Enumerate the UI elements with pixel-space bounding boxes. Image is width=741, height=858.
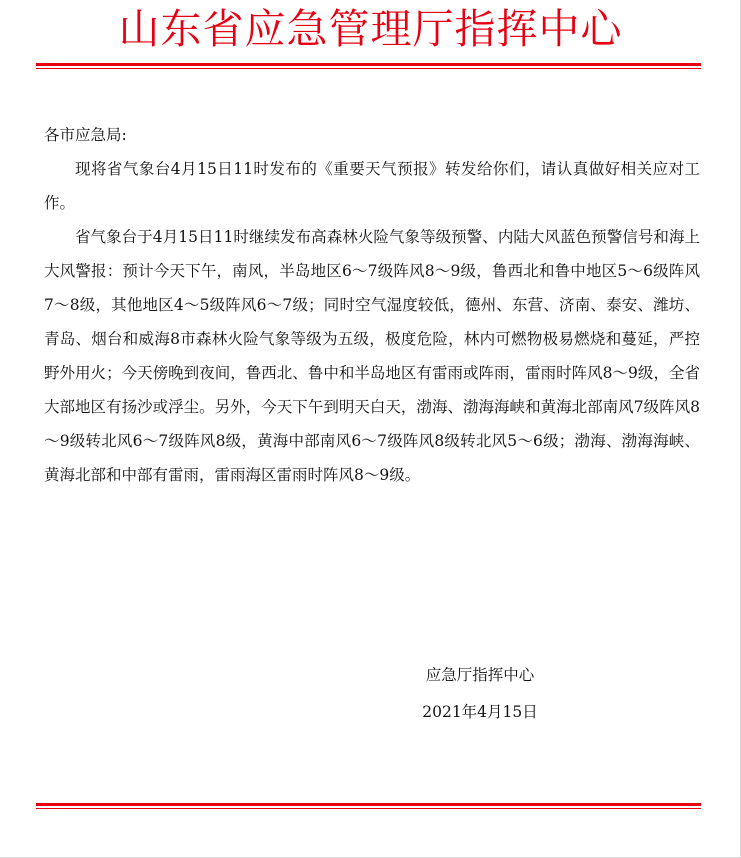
signature-organization: 应急厅指挥中心 — [425, 666, 535, 684]
salutation: 各市应急局: — [44, 126, 127, 144]
header-divider — [36, 63, 701, 69]
footer-divider-thick-line — [36, 803, 701, 806]
letter-body — [44, 118, 700, 492]
header-divider-thin-line — [36, 68, 701, 69]
signature-date: 2021年4月15日 — [422, 703, 538, 721]
footer-divider-thin-line — [36, 808, 701, 809]
paragraph-forward-notice: 现将省气象台4月15日11时发布的《重要天气预报》转发给你们，请认真做好相关应对工作。 — [44, 160, 700, 212]
header-divider-thick-line — [36, 63, 701, 66]
letterhead-title: 山东省应急管理厅指挥中心 — [118, 5, 623, 53]
paragraph-weather-warning: 省气象台于4月15日11时继续发布高森林火险气象等级预警、内陆大风蓝色预警信号和海上大风警报：预计今天下午，南风，半岛地区6～7级阵风8～9级，鲁西北和鲁中地区5～6级阵风7～8级，其他地区4～5级阵风6～7级；同时空气湿度较低，德州、东营、济南、泰安、潍坊、青岛、烟台和威海8市森林火险气象等级为五级，极度危险，林内可燃物极易燃烧和蔓延，严控野外用火；今天傍晚到夜间，鲁西北、鲁中和半岛地区有雷雨或阵雨，雷雨时阵风8～9级，全省大部地区有扬沙或浮尘。另外，今天下午到明天白天，渤海、渤海海峡和黄海北部南风7级阵风8～9级转北风6～7级阵风8级，黄海中部南风6～7级阵风8级转北风5～6级；渤海、渤海海峡、黄海北部和中部有雷雨，雷雨海区雷雨时阵风8～9级。 — [44, 228, 700, 484]
footer-divider — [36, 803, 701, 809]
